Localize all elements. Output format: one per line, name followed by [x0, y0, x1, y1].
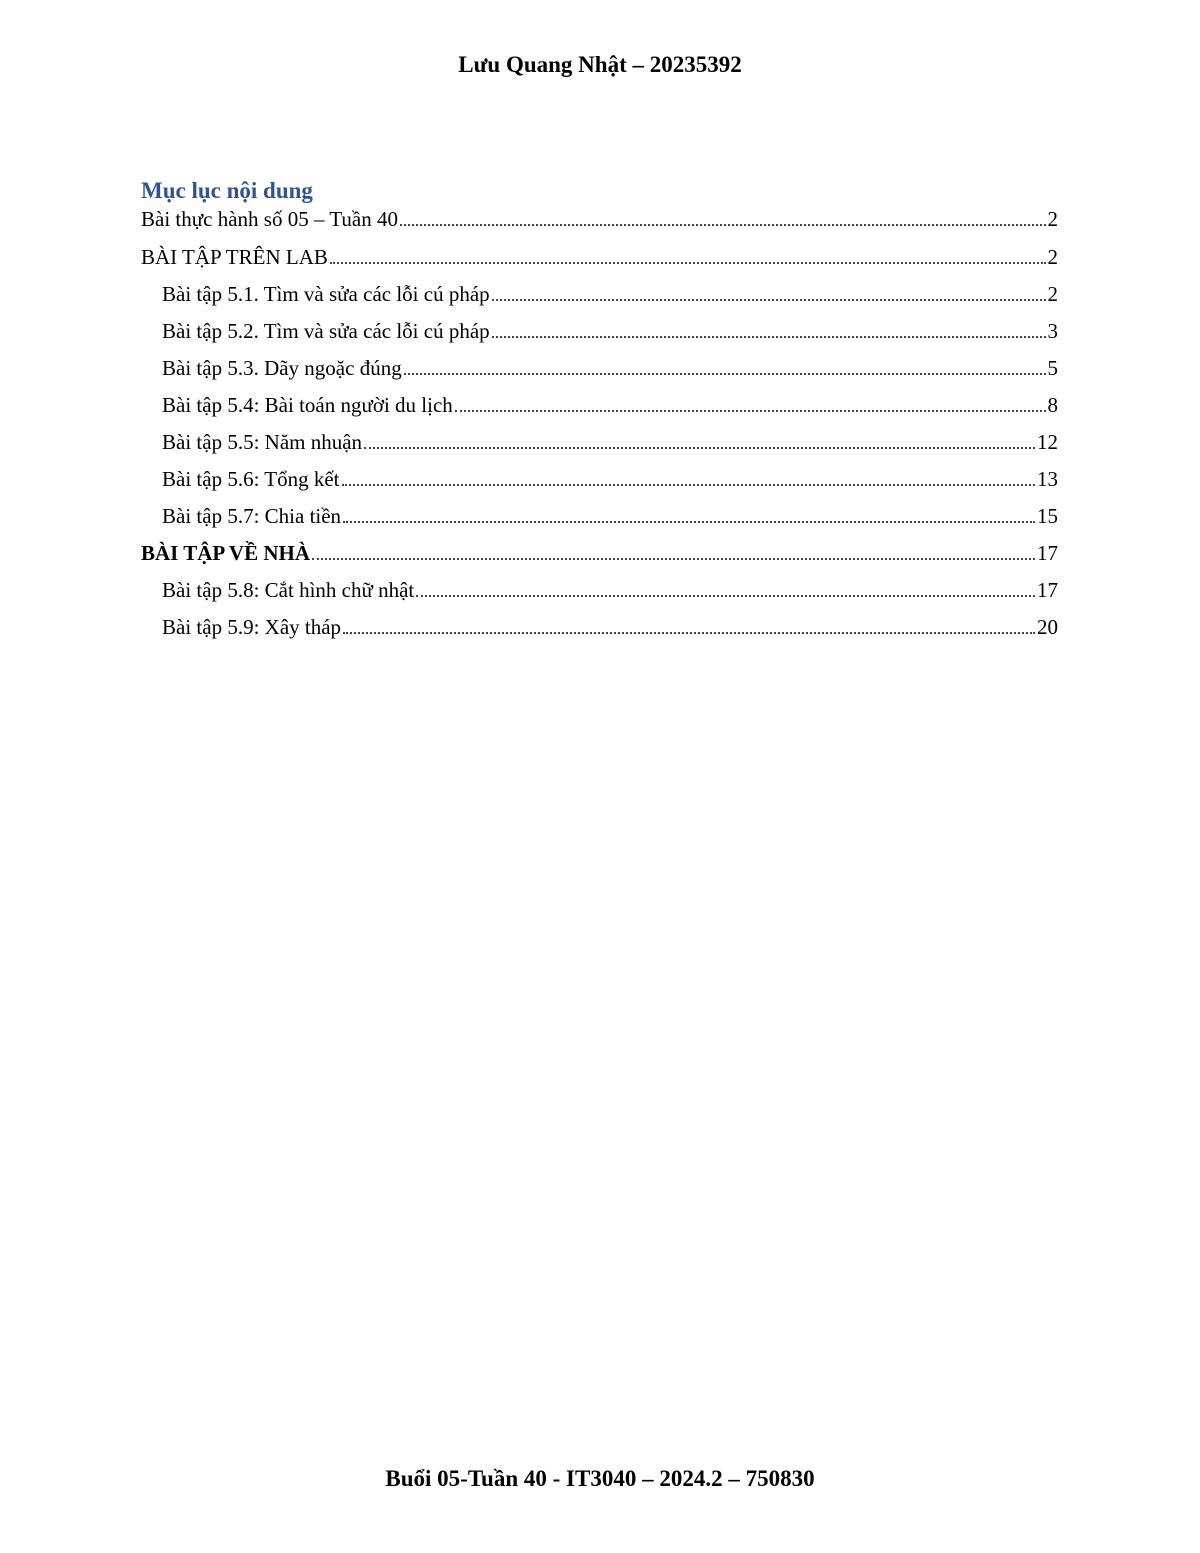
toc-entry[interactable]	[141, 206, 1058, 244]
toc-title: Mục lục nội dung	[141, 178, 313, 203]
page-header: Lưu Quang Nhật – 20235392	[458, 52, 742, 77]
toc-dot-leader	[492, 298, 1046, 301]
toc-list	[141, 206, 1058, 651]
toc-page-number: 20	[1037, 615, 1058, 639]
toc-page-number: 17	[1037, 541, 1058, 565]
toc-page-number: 2	[1047, 282, 1058, 306]
toc-page-number: 15	[1037, 504, 1058, 528]
toc-entry[interactable]	[141, 244, 1058, 281]
toc-entry-title: Bài tập 5.1. Tìm và sửa các lỗi cú pháp	[162, 282, 490, 306]
toc-entry-title: Bài tập 5.2. Tìm và sửa các lỗi cú pháp	[162, 319, 490, 343]
toc-dot-leader	[455, 409, 1046, 412]
table-of-contents	[141, 176, 1058, 651]
toc-entry-title: Bài tập 5.7: Chia tiền	[162, 504, 342, 528]
toc-page-number: 17	[1037, 578, 1058, 602]
toc-dot-leader	[330, 261, 1046, 264]
toc-dot-leader	[364, 446, 1035, 449]
toc-entry-title: BÀI TẬP VỀ NHÀ	[141, 541, 311, 565]
toc-entry[interactable]	[141, 429, 1058, 466]
toc-entry[interactable]	[141, 281, 1058, 318]
toc-entry-title: Bài tập 5.3. Dãy ngoặc đúng	[162, 356, 402, 380]
toc-page-number: 5	[1047, 356, 1058, 380]
toc-entry-title: Bài thực hành số 05 – Tuần 40	[141, 207, 398, 231]
toc-entry[interactable]	[141, 614, 1058, 651]
toc-entry[interactable]	[141, 392, 1058, 429]
toc-entry[interactable]	[141, 318, 1058, 355]
toc-entry-title: BÀI TẬP TRÊN LAB	[141, 245, 328, 269]
toc-entry[interactable]	[141, 540, 1058, 577]
toc-page-number: 8	[1047, 393, 1058, 417]
toc-entry-title: Bài tập 5.6: Tổng kết	[162, 467, 340, 491]
toc-page-number: 13	[1037, 467, 1058, 491]
toc-dot-leader	[416, 594, 1035, 597]
toc-dot-leader	[343, 631, 1035, 634]
toc-page-number: 2	[1047, 245, 1058, 269]
toc-dot-leader	[312, 557, 1035, 560]
toc-dot-leader	[343, 520, 1035, 523]
toc-dot-leader	[404, 372, 1046, 375]
toc-dot-leader	[400, 223, 1046, 226]
toc-entry[interactable]	[141, 503, 1058, 540]
toc-entry[interactable]	[141, 577, 1058, 614]
toc-entry-title: Bài tập 5.5: Năm nhuận	[162, 430, 363, 454]
toc-page-number: 2	[1047, 207, 1058, 231]
toc-entry-title: Bài tập 5.8: Cắt hình chữ nhật	[162, 578, 415, 602]
toc-dot-leader	[342, 483, 1035, 486]
toc-entry[interactable]	[141, 466, 1058, 503]
toc-entry[interactable]	[141, 355, 1058, 392]
toc-dot-leader	[492, 335, 1046, 338]
toc-entry-title: Bài tập 5.4: Bài toán người du lịch	[162, 393, 453, 417]
toc-page-number: 3	[1047, 319, 1058, 343]
page-footer: Buổi 05-Tuần 40 - IT3040 – 2024.2 – 750830	[385, 1466, 815, 1491]
toc-page-number: 12	[1037, 430, 1058, 454]
toc-entry-title: Bài tập 5.9: Xây tháp	[162, 615, 342, 639]
